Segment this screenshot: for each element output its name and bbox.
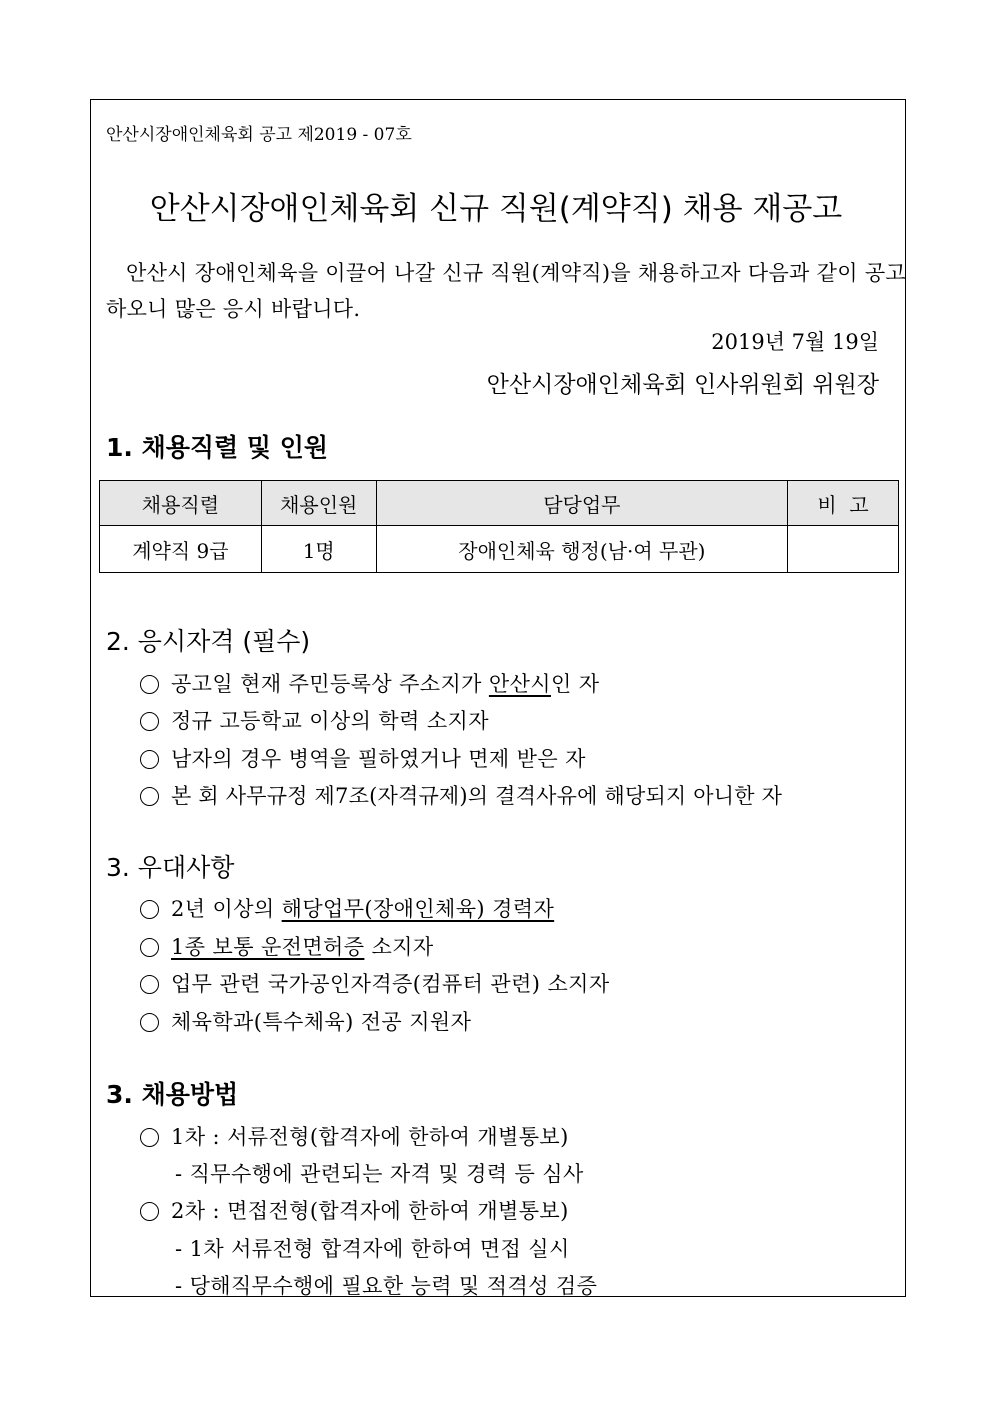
list-item bbox=[140, 931, 434, 961]
list-item bbox=[140, 705, 489, 735]
document-title: 안산시장애인체육회 신규 직원(계약직) 채용 재공고 bbox=[149, 191, 843, 227]
list-item bbox=[140, 668, 599, 698]
circle-bullet-icon bbox=[140, 1128, 159, 1147]
list-item bbox=[140, 893, 554, 923]
table-header-row bbox=[100, 481, 899, 526]
table-cell: 계약직 9급 bbox=[100, 526, 262, 573]
intro-paragraph: 안산시 장애인체육을 이끌어 나갈 신규 직원(계약직)을 채용하고자 다음과 같이 공고하오니 많은 응시 바랍니다. bbox=[106, 261, 906, 321]
list-item bbox=[140, 780, 782, 810]
item-text: 체육학과(특수체육) 전공 지원자 bbox=[171, 1010, 472, 1034]
list-item bbox=[140, 1121, 569, 1151]
item-text: 2차 : 면접전형(합격자에 한하여 개별통보) bbox=[171, 1199, 569, 1223]
table-header-cell: 채용인원 bbox=[261, 481, 376, 526]
item-underlined-text: 1종 보통 운전면허증 bbox=[171, 935, 365, 959]
section4-heading: 3. 채용방법 bbox=[106, 1080, 239, 1109]
notice-number: 안산시장애인체육회 공고 제2019 - 07호 bbox=[106, 125, 412, 145]
table-header-cell: 담당업무 bbox=[376, 481, 787, 526]
circle-bullet-icon bbox=[140, 787, 159, 806]
sub-item: - 1차 서류전형 합격자에 한하여 면접 실시 bbox=[175, 1237, 570, 1261]
table-header-cell: 비 고 bbox=[788, 481, 899, 526]
recruit-table bbox=[99, 480, 899, 573]
section2-heading: 2. 응시자격 (필수) bbox=[106, 627, 311, 656]
item-text: 남자의 경우 병역을 필하였거나 면제 받은 자 bbox=[171, 747, 586, 771]
item-text: 본 회 사무규정 제7조(자격규제)의 결격사유에 해당되지 아니한 자 bbox=[171, 784, 783, 808]
item-underlined-text: 안산시 bbox=[488, 672, 551, 696]
sub-item: - 당해직무수행에 필요한 능력 및 적격성 검증 bbox=[175, 1274, 598, 1298]
table-row bbox=[100, 526, 899, 573]
list-item bbox=[140, 1195, 569, 1225]
section1-heading: 1. 채용직렬 및 인원 bbox=[106, 433, 329, 462]
item-text: 소지자 bbox=[364, 935, 434, 959]
circle-bullet-icon bbox=[140, 1013, 159, 1032]
list-item bbox=[140, 968, 610, 998]
circle-bullet-icon bbox=[140, 900, 159, 919]
circle-bullet-icon bbox=[140, 1202, 159, 1221]
table-cell bbox=[788, 526, 899, 573]
table-cell: 장애인체육 행정(남·여 무관) bbox=[376, 526, 787, 573]
item-text: 2년 이상의 bbox=[171, 897, 282, 921]
circle-bullet-icon bbox=[140, 750, 159, 769]
table-cell: 1명 bbox=[261, 526, 376, 573]
item-underlined-text: 해당업무(장애인체육) 경력자 bbox=[281, 897, 555, 921]
list-item bbox=[140, 743, 586, 773]
circle-bullet-icon bbox=[140, 675, 159, 694]
item-text: 인 자 bbox=[550, 672, 600, 696]
item-text: 공고일 현재 주민등록상 주소지가 bbox=[171, 672, 489, 696]
circle-bullet-icon bbox=[140, 938, 159, 957]
circle-bullet-icon bbox=[140, 712, 159, 731]
circle-bullet-icon bbox=[140, 975, 159, 994]
item-text: 1차 : 서류전형(합격자에 한하여 개별통보) bbox=[171, 1125, 569, 1149]
notice-date: 2019년 7월 19일 bbox=[711, 330, 879, 354]
sub-item: - 직무수행에 관련되는 자격 및 경력 등 심사 bbox=[175, 1162, 584, 1186]
table-header-cell: 채용직렬 bbox=[100, 481, 262, 526]
section3-heading: 3. 우대사항 bbox=[106, 853, 235, 882]
item-text: 업무 관련 국가공인자격증(컴퓨터 관련) 소지자 bbox=[171, 972, 610, 996]
issuer: 안산시장애인체육회 인사위원회 위원장 bbox=[486, 372, 879, 398]
item-text: 정규 고등학교 이상의 학력 소지자 bbox=[171, 709, 489, 733]
list-item bbox=[140, 1006, 471, 1036]
